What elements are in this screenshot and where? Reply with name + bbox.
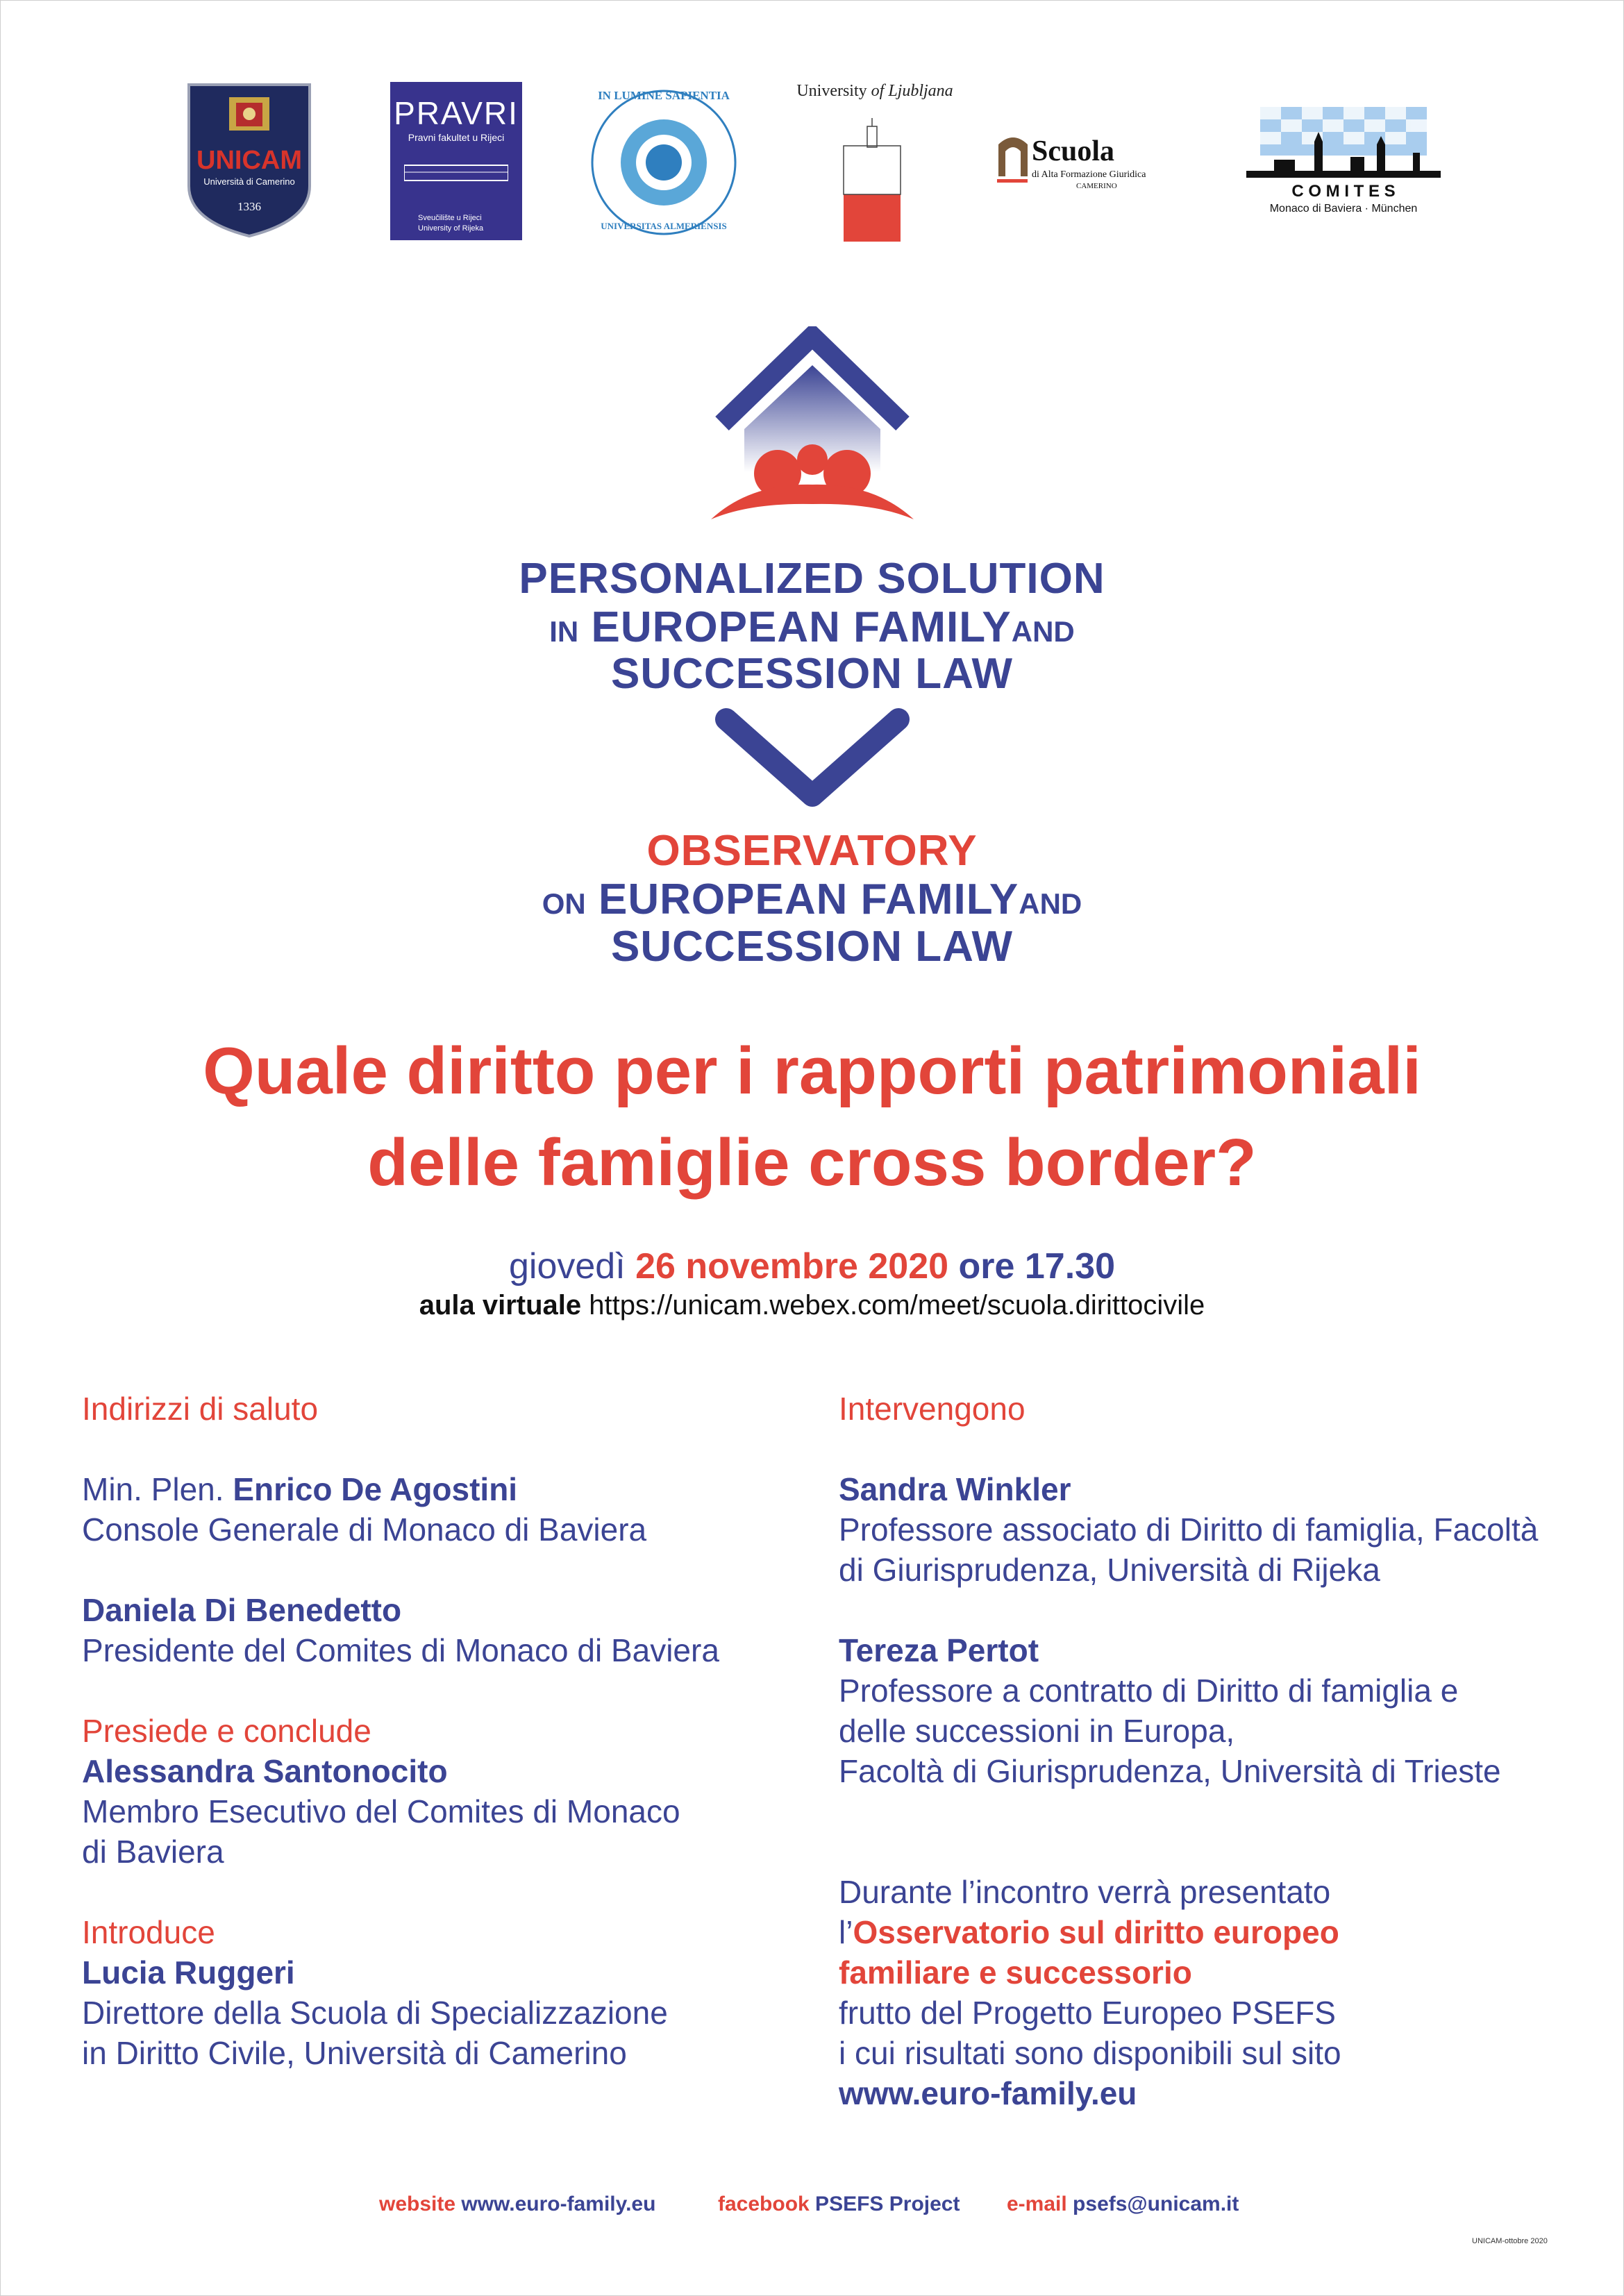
pravri-bottom2: University of Rijeka xyxy=(418,224,484,233)
ljubljana-part3: Ljubljana xyxy=(888,82,953,100)
speaker-1-name: Enrico De Agostini xyxy=(233,1471,518,1507)
arch-icon xyxy=(997,131,1029,178)
note-line-5: i cui risultati sono disponibili sul sito xyxy=(839,2035,1341,2071)
intro-role-2: in Diritto Civile, Università di Camerino xyxy=(82,2035,627,2071)
speaker-1-role: Console Generale di Monaco di Baviera xyxy=(82,1511,647,1548)
pravri-sub: Pravni fakultet u Rijeci xyxy=(408,132,505,143)
footer-website-link[interactable]: www.euro-family.eu xyxy=(455,2193,656,2215)
right-speaker-1-role-2: di Giurisprudenza, Università di Rijeka xyxy=(839,1552,1380,1588)
chevron-down-icon xyxy=(714,707,911,810)
note-website-link[interactable]: www.euro-family.eu xyxy=(839,2075,1137,2111)
footer-email-link[interactable]: psefs@unicam.it xyxy=(1066,2193,1239,2215)
ljubljana-logo xyxy=(788,82,962,243)
brand-line-6: SUCCESSION LAW xyxy=(611,923,1013,971)
speaker-2-name: Daniela Di Benedetto xyxy=(82,1592,402,1628)
almeria-bottom: UNIVERSITAS ALMERIENSIS xyxy=(601,221,727,231)
brand-line-5-post: AND xyxy=(1019,887,1082,920)
scuola-logo xyxy=(993,131,1180,193)
ljubljana-part1: University xyxy=(796,82,867,100)
footer-email xyxy=(1007,2193,1239,2216)
left-column xyxy=(82,1389,776,2073)
right-speaker-2-role-3: Facoltà di Giurisprudenza, Università di Trieste xyxy=(839,1753,1501,1789)
comites-logo xyxy=(1246,104,1441,215)
speakers-label: Intervengono xyxy=(839,1391,1026,1427)
building-icon xyxy=(404,158,508,186)
chair-role-2: di Baviera xyxy=(82,1834,224,1870)
footer-email-label: e-mail xyxy=(1007,2193,1067,2215)
almeria-top: IN LUMINE SAPIENTIA xyxy=(598,89,730,102)
brand-line-2-post: AND xyxy=(1011,615,1075,648)
brand-line-5 xyxy=(0,875,1624,924)
right-speaker-2-role-2: delle successioni in Europa, xyxy=(839,1713,1235,1749)
right-speaker-2-role-1: Professore a contratto di Diritto di famiglia e xyxy=(839,1673,1459,1709)
footer-website-label: website xyxy=(379,2193,456,2215)
right-speaker-1-name: Sandra Winkler xyxy=(839,1471,1071,1507)
pravri-bottom1: Sveučilište u Rijeci xyxy=(418,214,482,222)
intro-label: Introduce xyxy=(82,1914,215,1950)
scuola-name: Scuola xyxy=(1032,135,1115,167)
scuola-place: CAMERINO xyxy=(1076,182,1117,190)
intro-name: Lucia Ruggeri xyxy=(82,1954,295,1991)
right-speaker-1-role-1: Professore associato di Diritto di famiglia, Facoltà xyxy=(839,1511,1539,1548)
venue-label: aula virtuale xyxy=(419,1290,582,1321)
unicam-logo xyxy=(186,82,312,238)
footer-facebook xyxy=(718,2193,960,2216)
house-family-icon xyxy=(701,326,923,521)
comites-sub: Monaco di Baviera · München xyxy=(1269,203,1418,215)
ljubljana-building-icon xyxy=(841,118,903,243)
pravri-logo xyxy=(390,82,522,240)
brand-line-3: SUCCESSION LAW xyxy=(611,650,1013,698)
event-date: 26 novembre 2020 xyxy=(635,1246,949,1287)
scuola-underline xyxy=(997,179,1028,183)
event-venue xyxy=(0,1290,1624,1321)
chair-name: Alessandra Santonocito xyxy=(82,1753,448,1789)
headline-line-1: Quale diritto per i rapporti patrimoniali xyxy=(203,1034,1421,1108)
brand-line-1: PERSONALIZED SOLUTION xyxy=(519,555,1105,603)
almeria-seal xyxy=(590,89,737,236)
note-line-3-bold: familiare e successorio xyxy=(839,1954,1192,1991)
comites-name: C O M I T E S xyxy=(1291,182,1396,201)
footer-credit: UNICAM-ottobre 2020 xyxy=(1472,2237,1548,2245)
event-datetime xyxy=(0,1246,1624,1287)
headline-line-2: delle famiglie cross border? xyxy=(367,1125,1257,1200)
brand-line-5-pre: ON xyxy=(542,887,586,920)
note-line-1: Durante l’incontro verrà presentato xyxy=(839,1874,1331,1910)
footer-facebook-link[interactable]: PSEFS Project xyxy=(809,2193,960,2215)
brand-line-5-main: EUROPEAN FAMILY xyxy=(598,875,1019,923)
pravri-name: PRAVRI xyxy=(394,95,519,131)
brand-line-2-main: EUROPEAN FAMILY xyxy=(591,603,1012,651)
unicam-year: 1336 xyxy=(237,200,261,213)
scuola-sub: di Alta Formazione Giuridica xyxy=(1032,169,1146,180)
ljubljana-part2: of xyxy=(871,82,885,100)
right-speaker-2-name: Tereza Pertot xyxy=(839,1632,1039,1668)
munich-skyline-icon xyxy=(1246,104,1441,181)
unicam-sub: Università di Camerino xyxy=(203,176,295,187)
note-line-4: frutto del Progetto Europeo PSEFS xyxy=(839,1995,1336,2031)
note-line-2-bold: Osservatorio sul diritto europeo xyxy=(853,1914,1339,1950)
brand-line-2 xyxy=(0,603,1624,652)
chair-role-1: Membro Esecutivo del Comites di Monaco xyxy=(82,1793,680,1829)
note-line-2-pre: l’ xyxy=(839,1914,853,1950)
event-time: ore 17.30 xyxy=(948,1246,1116,1287)
footer-facebook-label: facebook xyxy=(718,2193,810,2215)
footer-website xyxy=(379,2193,655,2216)
greetings-label: Indirizzi di saluto xyxy=(82,1391,319,1427)
unicam-name: UNICAM xyxy=(196,146,302,175)
intro-role-1: Direttore della Scuola di Specializzazione xyxy=(82,1995,668,2031)
speaker-1-prefix: Min. Plen. xyxy=(82,1471,233,1507)
venue-url[interactable]: https://unicam.webex.com/meet/scuola.dirittocivile xyxy=(581,1290,1205,1321)
brand-line-2-pre: IN xyxy=(549,615,579,648)
brand-line-4: OBSERVATORY xyxy=(646,827,978,875)
right-column xyxy=(839,1389,1589,2113)
chair-label: Presiede e conclude xyxy=(82,1713,371,1749)
event-day: giovedì xyxy=(508,1246,636,1287)
speaker-2-role: Presidente del Comites di Monaco di Baviera xyxy=(82,1632,719,1668)
